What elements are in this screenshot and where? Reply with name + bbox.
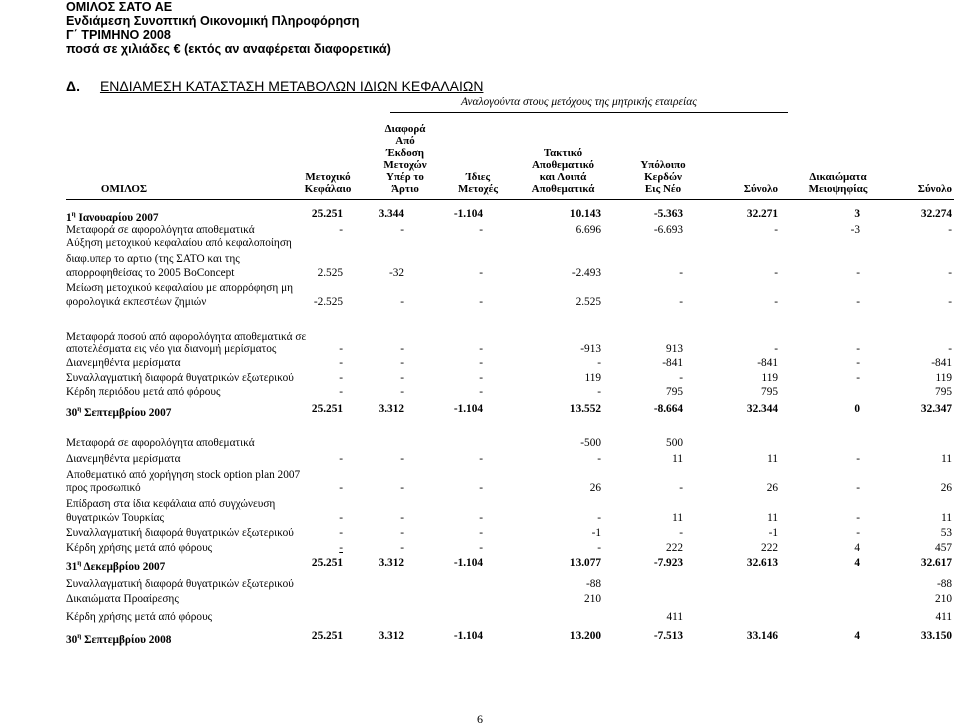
cell-value: - bbox=[774, 267, 778, 279]
table-row bbox=[66, 481, 956, 495]
cell-value: - bbox=[679, 372, 683, 384]
cell-value: - bbox=[339, 512, 343, 524]
row-label: Διανεμηθέντα μερίσματα bbox=[66, 453, 181, 465]
cell-value: -1.104 bbox=[453, 557, 483, 569]
cell-value: 33.146 bbox=[746, 630, 778, 642]
cell-value: - bbox=[400, 296, 404, 308]
row-label: προς προσωπικό bbox=[66, 482, 141, 494]
cell-value: 795 bbox=[666, 386, 683, 398]
table-row bbox=[66, 610, 956, 624]
cell-value: - bbox=[400, 453, 404, 465]
table-row bbox=[66, 207, 956, 224]
cell-value: - bbox=[948, 296, 952, 308]
cell-value: 3.312 bbox=[378, 630, 404, 642]
cell-value: 4 bbox=[854, 630, 860, 642]
cell-value: - bbox=[856, 296, 860, 308]
cell-value: - bbox=[948, 224, 952, 236]
cell-value: - bbox=[679, 527, 683, 539]
cell-value: - bbox=[679, 267, 683, 279]
cell-value: 4 bbox=[854, 542, 860, 554]
group-header: Αναλογούντα στους μετόχους της μητρικής εταιρείας bbox=[461, 96, 697, 108]
cell-value: - bbox=[479, 343, 483, 355]
cell-value: 10.143 bbox=[569, 208, 601, 220]
cell-value: - bbox=[774, 224, 778, 236]
cell-value: 26 bbox=[940, 482, 952, 494]
cell-value: - bbox=[479, 512, 483, 524]
cell-value: - bbox=[856, 453, 860, 465]
cell-value: -32 bbox=[388, 267, 404, 279]
cell-value: - bbox=[479, 453, 483, 465]
cell-value: 119 bbox=[761, 372, 778, 384]
cell-value: - bbox=[774, 296, 778, 308]
cell-value: 119 bbox=[935, 372, 952, 384]
cell-value: 32.613 bbox=[746, 557, 778, 569]
section-letter: Δ. bbox=[66, 78, 80, 94]
cell-value: - bbox=[479, 527, 483, 539]
cell-value: - bbox=[400, 527, 404, 539]
cell-value: -1.104 bbox=[453, 208, 483, 220]
cell-value: -913 bbox=[580, 343, 601, 355]
cell-value: 210 bbox=[935, 593, 952, 605]
row-label: Συναλλαγματική διαφορά θυγατρικών εξωτερικού bbox=[66, 372, 294, 384]
cell-value: 25.251 bbox=[311, 403, 343, 415]
cell-value: - bbox=[479, 482, 483, 494]
cell-value: -8.664 bbox=[653, 403, 683, 415]
table-row bbox=[66, 556, 956, 573]
table-row bbox=[66, 281, 956, 295]
cell-value: 3 bbox=[854, 208, 860, 220]
row-label: Κέρδη χρήσης μετά από φόρους bbox=[66, 542, 213, 554]
cell-value: - bbox=[339, 386, 343, 398]
column-header-2: Διαφορά Από Έκδοση Μετοχών Υπέρ το Άρτιο bbox=[383, 123, 427, 195]
cell-value: -7.923 bbox=[653, 557, 683, 569]
currency-note: ποσά σε χιλιάδες € (εκτός αν αναφέρεται διαφορετικά) bbox=[66, 42, 391, 56]
cell-value: 32.347 bbox=[920, 403, 952, 415]
cell-value: - bbox=[856, 343, 860, 355]
cell-value: -7.513 bbox=[653, 630, 683, 642]
cell-value: 11 bbox=[941, 453, 952, 465]
cell-value: - bbox=[856, 482, 860, 494]
cell-value: 26 bbox=[766, 482, 778, 494]
cell-value: 25.251 bbox=[311, 208, 343, 220]
cell-value: - bbox=[339, 453, 343, 465]
row-label: Συναλλαγματική διαφορά θυγατρικών εξωτερικού bbox=[66, 578, 294, 590]
cell-value: -1.104 bbox=[453, 403, 483, 415]
cell-value: 25.251 bbox=[311, 557, 343, 569]
section-title bbox=[66, 78, 483, 94]
row-label: Δικαιώματα Προαίρεσης bbox=[66, 593, 179, 605]
cell-value: 32.617 bbox=[920, 557, 952, 569]
cell-value: - bbox=[856, 267, 860, 279]
column-header-5: Υπόλοιπο Κερδών Εις Νέο bbox=[640, 159, 686, 195]
table-row bbox=[66, 223, 956, 237]
cell-value: -88 bbox=[585, 578, 601, 590]
table-row bbox=[66, 356, 956, 370]
company-name: ΟΜΙΛΟΣ ΣΑΤΟ ΑΕ bbox=[66, 0, 173, 14]
table-row bbox=[66, 511, 956, 525]
cell-value: 500 bbox=[666, 437, 683, 449]
cell-value: - bbox=[479, 386, 483, 398]
cell-value: - bbox=[339, 357, 343, 369]
cell-value: - bbox=[774, 343, 778, 355]
header-rule bbox=[66, 199, 954, 200]
cell-value: -3 bbox=[850, 224, 860, 236]
cell-value: 457 bbox=[935, 542, 952, 554]
cell-value: - bbox=[400, 372, 404, 384]
row-label: Επίδραση στα ίδια κεφάλαια από συγχώνευση bbox=[66, 498, 276, 510]
row-label: Κέρδη χρήσης μετά από φόρους bbox=[66, 611, 213, 623]
cell-value: 4 bbox=[854, 557, 860, 569]
cell-value: -1 bbox=[591, 527, 601, 539]
table-row bbox=[66, 295, 956, 309]
cell-value: 33.150 bbox=[920, 630, 952, 642]
section-heading: ΕΝΔΙΑΜΕΣΗ ΚΑΤΑΣΤΑΣΗ ΜΕΤΑΒΟΛΩΝ ΙΔΙΩΝ ΚΕΦΑΛΑΙΩΝ bbox=[99, 78, 484, 94]
row-label: Συναλλαγματική διαφορά θυγατρικών εξωτερικού bbox=[66, 527, 294, 539]
table-row bbox=[66, 385, 956, 399]
table-row bbox=[66, 252, 956, 266]
row-label: Διανεμηθέντα μερίσματα bbox=[66, 357, 181, 369]
column-header-4: Τακτικό Αποθεματικό και Λοιπά Αποθεματικά bbox=[531, 147, 595, 195]
cell-value: 11 bbox=[941, 512, 952, 524]
cell-value: 222 bbox=[666, 542, 683, 554]
column-header-3: Ίδιες Μετοχές bbox=[458, 171, 498, 195]
cell-value: - bbox=[479, 267, 483, 279]
cell-value: 3.312 bbox=[378, 403, 404, 415]
cell-value: - bbox=[479, 372, 483, 384]
cell-value: - bbox=[400, 542, 404, 554]
cell-value: -2.525 bbox=[313, 296, 343, 308]
cell-value: -5.363 bbox=[653, 208, 683, 220]
cell-value: 3.312 bbox=[378, 557, 404, 569]
cell-value: 11 bbox=[767, 512, 778, 524]
cell-value: 32.274 bbox=[920, 208, 952, 220]
row-label: Μείωση μετοχικού κεφαλαίου με απορρόφηση μη bbox=[66, 282, 294, 294]
cell-value: 119 bbox=[584, 372, 601, 384]
cell-value: 411 bbox=[666, 611, 683, 623]
cell-value: - bbox=[597, 386, 601, 398]
report-period: Γ΄ ΤΡΙΜΗΝΟ 2008 bbox=[66, 28, 171, 42]
cell-value: - bbox=[479, 542, 483, 554]
report-subtitle: Ενδιάμεση Συνοπτική Οικονομική Πληροφόρηση bbox=[66, 14, 360, 28]
page-number: 6 bbox=[477, 712, 483, 726]
cell-value: -500 bbox=[580, 437, 601, 449]
cell-value: 6.696 bbox=[575, 224, 601, 236]
cell-value: -6.693 bbox=[653, 224, 683, 236]
table-row bbox=[66, 497, 956, 511]
cell-value: 11 bbox=[672, 453, 683, 465]
cell-value: - bbox=[339, 343, 343, 355]
row-label: αποτελέσματα εις νέο για διανομή μερίσματος bbox=[66, 343, 277, 355]
row-label: $30^\eta$ Σεπτεμβρίου 2008 bbox=[66, 632, 172, 646]
row-label: διαφ.υπερ το αρτιο (της ΣΑΤΟ και της bbox=[66, 253, 240, 265]
cell-value: - bbox=[856, 527, 860, 539]
table-row bbox=[66, 342, 956, 356]
cell-value: - bbox=[856, 512, 860, 524]
cell-value: - bbox=[597, 357, 601, 369]
cell-value: 32.344 bbox=[746, 403, 778, 415]
row-label: Κέρδη περιόδου μετά από φόρους bbox=[66, 386, 221, 398]
cell-value: - bbox=[856, 357, 860, 369]
cell-value: -1 bbox=[768, 527, 778, 539]
cell-value: 795 bbox=[935, 386, 952, 398]
table-row bbox=[66, 236, 956, 250]
row-label: $31^\eta$ Δεκεμβρίου 2007 bbox=[66, 559, 166, 573]
table-row bbox=[66, 452, 956, 466]
cell-value: - bbox=[339, 482, 343, 494]
table-row bbox=[66, 402, 956, 419]
cell-value: -88 bbox=[936, 578, 952, 590]
column-header-6: Σύνολο bbox=[743, 183, 778, 195]
row-label: Αύξηση μετοχικού κεφαλαίου από κεφαλοποίηση bbox=[66, 237, 292, 249]
cell-value: 2.525 bbox=[575, 296, 601, 308]
cell-value: 795 bbox=[761, 386, 778, 398]
cell-value: - bbox=[400, 224, 404, 236]
cell-value: 11 bbox=[767, 453, 778, 465]
cell-value: 3.344 bbox=[378, 208, 404, 220]
table-row bbox=[66, 629, 956, 646]
cell-value: -1.104 bbox=[453, 630, 483, 642]
cell-value: 411 bbox=[935, 611, 952, 623]
cell-value: - bbox=[479, 357, 483, 369]
row-label: θυγατρικών Τουρκίας bbox=[66, 512, 165, 524]
cell-value: - bbox=[679, 482, 683, 494]
cell-value: - bbox=[400, 343, 404, 355]
row-header: ΟΜΙΛΟΣ bbox=[100, 183, 148, 195]
cell-value: - bbox=[597, 542, 601, 554]
cell-value: 0 bbox=[854, 403, 860, 415]
cell-value: - bbox=[339, 372, 343, 384]
table-row bbox=[66, 577, 956, 591]
cell-value: - bbox=[479, 224, 483, 236]
cell-value: 13.077 bbox=[569, 557, 601, 569]
group-header-rule bbox=[390, 112, 788, 113]
cell-value: - bbox=[400, 482, 404, 494]
cell-value: - bbox=[679, 296, 683, 308]
cell-value: - bbox=[948, 343, 952, 355]
row-label: απορροφηθείσας το 2005 BoConcept bbox=[66, 267, 235, 279]
cell-value: 2.525 bbox=[317, 267, 343, 279]
row-label: Μεταφορά σε αφορολόγητα αποθεματικά bbox=[66, 437, 255, 449]
cell-value: 13.200 bbox=[569, 630, 601, 642]
cell-value: - bbox=[400, 512, 404, 524]
cell-value: - bbox=[597, 512, 601, 524]
cell-value: 26 bbox=[589, 482, 601, 494]
cell-value: 25.251 bbox=[311, 630, 343, 642]
cell-value: - bbox=[400, 357, 404, 369]
row-label: φορολογικά εκπεστέων ζημιών bbox=[66, 296, 207, 308]
cell-value: 210 bbox=[584, 593, 601, 605]
column-header-8: Σύνολο bbox=[917, 183, 952, 195]
table-row bbox=[66, 266, 956, 280]
cell-value: - bbox=[339, 542, 343, 554]
cell-value: - bbox=[948, 267, 952, 279]
cell-value: - bbox=[400, 386, 404, 398]
row-label: Αποθεματικό από χορήγηση stock option plan 2007 bbox=[66, 469, 301, 481]
cell-value: 53 bbox=[940, 527, 952, 539]
cell-value: -841 bbox=[662, 357, 683, 369]
cell-value: 913 bbox=[666, 343, 683, 355]
table-row bbox=[66, 541, 956, 555]
cell-value: - bbox=[597, 453, 601, 465]
table-row bbox=[66, 371, 956, 385]
cell-value: - bbox=[339, 224, 343, 236]
row-label: Μεταφορά ποσού από αφορολόγητα αποθεματικά σε bbox=[66, 331, 307, 343]
cell-value: 32.271 bbox=[746, 208, 778, 220]
row-label: $1^\eta$ Ιανουαρίου 2007 bbox=[66, 210, 159, 224]
cell-value: -841 bbox=[931, 357, 952, 369]
column-header-7: Δικαιώματα Μειοψηφίας bbox=[808, 171, 868, 195]
column-header-1: Μετοχικό Κεφάλαιο bbox=[304, 171, 352, 195]
cell-value: - bbox=[479, 296, 483, 308]
cell-value: 13.552 bbox=[569, 403, 601, 415]
table-row bbox=[66, 436, 956, 450]
cell-value: - bbox=[339, 527, 343, 539]
cell-value: -2.493 bbox=[571, 267, 601, 279]
cell-value: 222 bbox=[761, 542, 778, 554]
cell-value: 11 bbox=[672, 512, 683, 524]
row-label: Μεταφορά σε αφορολόγητα αποθεματικά bbox=[66, 224, 255, 236]
row-label: $30^\eta$ Σεπτεμβρίου 2007 bbox=[66, 405, 172, 419]
cell-value: -841 bbox=[757, 357, 778, 369]
table-row bbox=[66, 592, 956, 606]
cell-value: - bbox=[856, 372, 860, 384]
table-row bbox=[66, 468, 956, 482]
table-row bbox=[66, 526, 956, 540]
